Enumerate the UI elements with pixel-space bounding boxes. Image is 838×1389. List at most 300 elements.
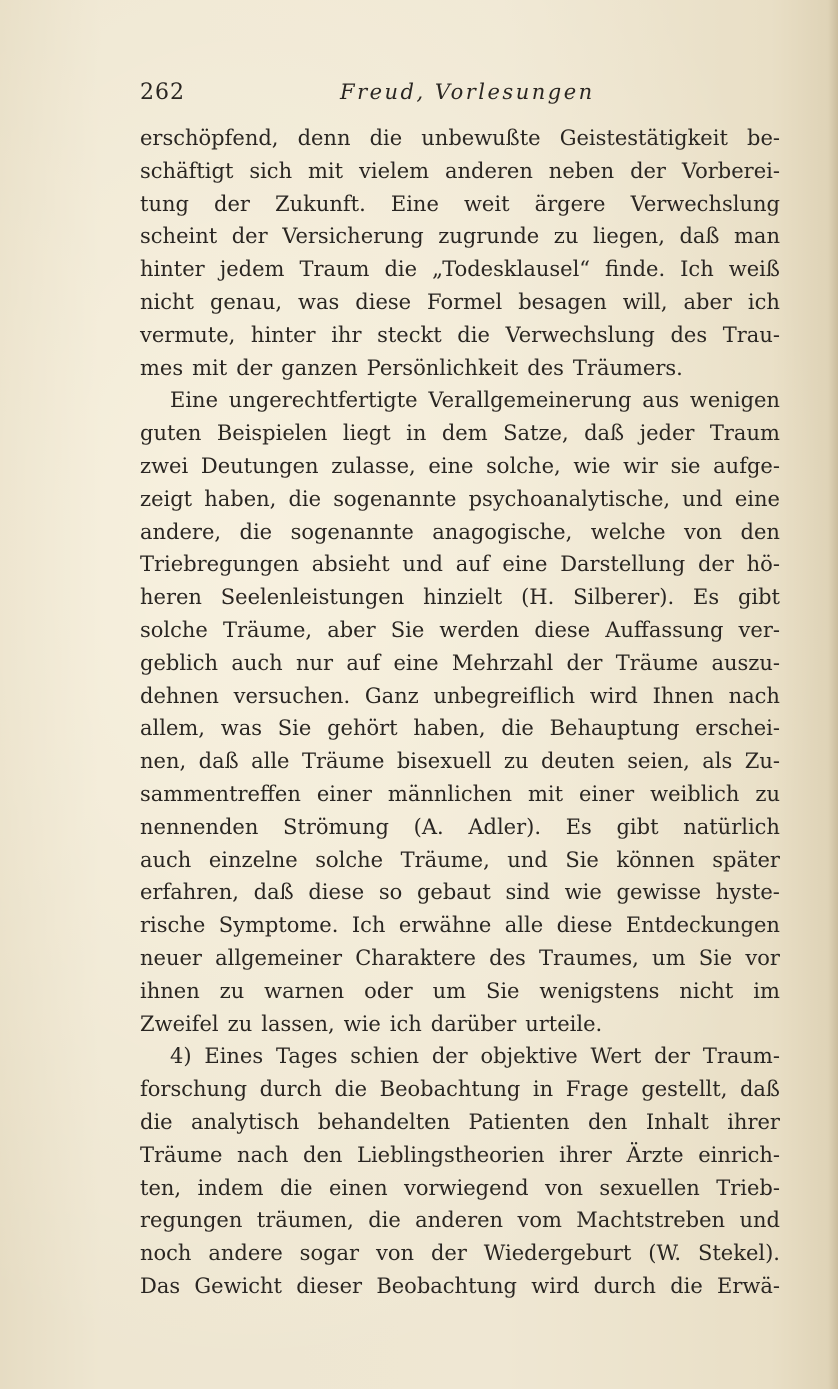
word: Vorberei- — [681, 158, 780, 183]
word: Träume, — [400, 847, 490, 872]
page-number: 262 — [140, 80, 185, 105]
word: mit — [192, 355, 228, 380]
word: des — [670, 322, 708, 347]
word: natürlich — [683, 814, 780, 839]
word: wie — [343, 1011, 381, 1036]
word: und — [682, 486, 723, 511]
word: darüber — [430, 1011, 517, 1036]
word: was — [220, 716, 263, 741]
word: 4) — [170, 1044, 192, 1069]
word: Träume, — [222, 617, 313, 642]
word: steckt — [377, 322, 442, 347]
word: Beispielen — [216, 421, 328, 446]
word: einen — [328, 1175, 388, 1200]
word: nen, — [140, 749, 187, 774]
word: diese — [355, 289, 412, 314]
word: erschei- — [695, 716, 780, 741]
word: sogenannte — [290, 519, 414, 544]
word: Eines — [204, 1044, 264, 1069]
text-line — [140, 844, 780, 877]
word: männlichen — [387, 781, 513, 806]
word: nicht — [679, 978, 734, 1003]
word: haben, — [413, 716, 486, 741]
word: einrich- — [698, 1142, 780, 1167]
word: erschöpfend, — [140, 126, 279, 150]
word: und — [739, 1208, 780, 1233]
word: einer — [316, 781, 372, 806]
page-header — [140, 80, 780, 114]
word: unbewußte — [421, 126, 541, 150]
word: Zukunft. — [275, 191, 366, 216]
word: unbegreiflich — [433, 683, 575, 708]
word: Deutungen — [200, 453, 319, 478]
word: schäftigt — [140, 158, 234, 183]
word: Machtstreben — [576, 1208, 726, 1233]
word: von — [376, 1241, 415, 1266]
word: der — [236, 355, 273, 380]
word: solche — [140, 617, 208, 642]
word: Ich — [680, 257, 714, 282]
text-line — [140, 942, 780, 975]
text-line — [140, 220, 780, 253]
text-line — [140, 1237, 780, 1270]
word: gibt — [616, 814, 659, 839]
word: andere, — [140, 519, 222, 544]
word: wir — [623, 453, 658, 478]
word: ganzen — [281, 355, 358, 380]
word: zu — [755, 781, 780, 806]
text-line — [140, 876, 780, 909]
word: Sie — [277, 716, 312, 741]
word: mes — [140, 355, 184, 380]
word: auch — [140, 847, 192, 872]
word: tung — [140, 191, 189, 216]
word: Versicherung — [282, 224, 424, 249]
word: Strömung — [283, 814, 389, 839]
word: Traum — [709, 421, 780, 446]
word: Sie — [698, 945, 733, 970]
word: wie — [573, 453, 611, 478]
word: Traum- — [702, 1044, 780, 1069]
word: Seelenleistungen — [220, 585, 405, 610]
word: und — [507, 847, 548, 872]
word: nach — [728, 683, 780, 708]
text-line — [140, 352, 780, 385]
word: sammentreffen — [140, 781, 301, 806]
word: Adler). — [468, 814, 542, 839]
word: sexuellen — [599, 1175, 700, 1200]
word: Triebregungen — [140, 552, 299, 577]
word: nur — [295, 650, 334, 675]
word: mit — [308, 158, 344, 183]
word: einer — [579, 781, 635, 806]
word: nach — [237, 1142, 289, 1167]
word: als — [702, 749, 733, 774]
word: welche — [590, 519, 666, 544]
text-line — [140, 811, 780, 844]
word: hinter — [140, 257, 205, 282]
text-line — [140, 188, 780, 221]
word: zugrunde — [438, 224, 540, 249]
word: den — [740, 519, 780, 544]
word: diese — [308, 880, 365, 905]
word: können — [616, 847, 695, 872]
word: vom — [517, 1208, 562, 1233]
word: der — [431, 1044, 468, 1069]
word: heren — [140, 585, 202, 610]
word: Träume — [615, 650, 699, 675]
word: zu — [553, 224, 579, 249]
word: sie — [670, 453, 701, 478]
word: Ihnen — [652, 683, 714, 708]
word: Mehrzahl — [451, 650, 554, 675]
word: zu — [503, 749, 529, 774]
text-line — [140, 516, 780, 549]
word: Darstellung — [560, 552, 686, 577]
word: auch — [231, 650, 283, 675]
word: Wert — [590, 1044, 642, 1069]
word: noch — [140, 1241, 192, 1266]
word: bisexuell — [396, 749, 492, 774]
text-line — [140, 1073, 780, 1106]
word: solche, — [486, 453, 561, 478]
word: Stekel). — [697, 1241, 780, 1266]
word: die — [288, 486, 322, 511]
word: der — [231, 224, 268, 249]
word: gebaut — [416, 880, 491, 905]
text-line — [140, 745, 780, 778]
text-line — [140, 253, 780, 286]
word: die — [670, 1273, 703, 1298]
word: Satze, — [503, 421, 569, 446]
word: Es — [565, 814, 592, 839]
body-text — [140, 122, 780, 1303]
text-line — [140, 450, 780, 483]
word: Träume — [140, 1142, 223, 1167]
word: urteile. — [525, 1011, 603, 1036]
word: zulasse, — [331, 453, 416, 478]
word: oder — [364, 978, 413, 1003]
word: die — [368, 1208, 401, 1233]
text-line — [140, 1204, 780, 1237]
word: ten, — [140, 1175, 182, 1200]
word: „Todesklausel“ — [432, 257, 591, 282]
text-line — [140, 483, 780, 516]
word: die — [369, 126, 403, 150]
word: von — [684, 519, 723, 544]
word: Es — [693, 585, 720, 610]
word: ihr — [331, 322, 362, 347]
word: Trau- — [722, 322, 780, 347]
word: in — [532, 1077, 554, 1102]
word: alle — [504, 913, 544, 938]
text-line — [140, 548, 780, 581]
word: Träumers. — [572, 355, 683, 380]
word: Sie — [390, 617, 425, 642]
text-line — [140, 680, 780, 713]
word: weiblich — [650, 781, 740, 806]
word: Eine — [390, 191, 439, 216]
word: nicht — [140, 289, 194, 314]
word: den — [303, 1142, 343, 1167]
word: andere — [208, 1241, 283, 1266]
word: absieht — [311, 552, 390, 577]
word: be- — [747, 126, 780, 150]
word: auf — [455, 552, 490, 577]
text-line — [140, 1270, 780, 1303]
text-line — [140, 778, 780, 811]
word: Behauptung — [549, 716, 680, 741]
word: Verwechslung — [630, 191, 780, 216]
word: ungerechtfertigte — [228, 388, 418, 413]
word: Zu- — [744, 749, 780, 774]
word: Charaktere — [355, 945, 476, 970]
word: jedem — [219, 257, 285, 282]
text-line — [140, 319, 780, 352]
word: diese — [556, 913, 613, 938]
word: im — [753, 978, 780, 1003]
word: sogenannte — [333, 486, 457, 511]
word: zeigt — [140, 486, 193, 511]
word: allgemeiner — [215, 945, 343, 970]
word: liegt — [342, 421, 391, 446]
text-line — [140, 1008, 780, 1041]
word: wird — [589, 683, 638, 708]
word: der — [430, 1241, 467, 1266]
word: durch — [259, 1077, 322, 1102]
word: Formel — [427, 289, 503, 314]
word: nennenden — [140, 814, 259, 839]
word: die — [334, 1077, 368, 1102]
word: scheint — [140, 224, 218, 249]
word: regungen — [140, 1208, 243, 1233]
word: auf — [346, 650, 381, 675]
word: daß — [739, 1077, 780, 1102]
word: will, — [622, 289, 668, 314]
word: zu — [227, 1011, 253, 1036]
word: vorwiegend — [404, 1175, 529, 1200]
word: in — [406, 421, 427, 446]
word: dieser — [296, 1273, 363, 1298]
word: sich — [249, 158, 293, 183]
word: indem — [197, 1175, 264, 1200]
text-line — [140, 1106, 780, 1139]
word: daß — [253, 880, 294, 905]
word: ich — [389, 1011, 422, 1036]
word: warnen — [264, 978, 345, 1003]
text-line — [140, 155, 780, 188]
word: neuer — [140, 945, 202, 970]
word: der — [654, 1044, 691, 1069]
word: Geistestätigkeit — [559, 126, 728, 150]
word: wird — [531, 1273, 580, 1298]
word: Sie — [485, 978, 520, 1003]
word: Verwechslung — [505, 322, 655, 347]
word: Ärzte — [626, 1142, 684, 1167]
word: aber — [683, 289, 732, 314]
word: durch — [593, 1273, 656, 1298]
word: analytisch — [190, 1109, 300, 1134]
word: Träume — [301, 749, 385, 774]
word: träumen, — [256, 1208, 354, 1233]
word: geblich — [140, 650, 219, 675]
word: den — [588, 1109, 628, 1134]
word: eine — [734, 486, 780, 511]
word: die — [384, 257, 418, 282]
word: haben, — [204, 486, 277, 511]
word: genau, — [209, 289, 283, 314]
text-line — [140, 909, 780, 942]
word: ihnen — [140, 978, 200, 1003]
word: erwähne — [398, 913, 492, 938]
word: wenigen — [689, 388, 780, 413]
word: Sie — [565, 847, 599, 872]
word: psychoanalytische, — [468, 486, 671, 511]
word: Eine — [170, 388, 218, 413]
word: ärgere — [534, 191, 606, 216]
word: Persönlichkeit — [366, 355, 519, 380]
word: werden — [439, 617, 520, 642]
word: finde. — [605, 257, 666, 282]
word: rische — [140, 913, 206, 938]
word: Erwä- — [717, 1273, 780, 1298]
text-line — [140, 1139, 780, 1172]
word: gehört — [327, 716, 398, 741]
word: so — [378, 880, 403, 905]
word: besagen — [518, 289, 607, 314]
word: vermute, — [140, 322, 236, 347]
word: die — [457, 322, 490, 347]
word: hyste- — [715, 880, 780, 905]
word: Beobachtung — [376, 1273, 517, 1298]
word: Entdeckungen — [625, 913, 780, 938]
word: anderen — [415, 1208, 504, 1233]
word: Patienten — [468, 1109, 570, 1134]
word: der — [214, 191, 250, 216]
word: hö- — [746, 552, 780, 577]
word: daß — [584, 421, 625, 446]
text-line — [140, 384, 780, 417]
word: diese — [534, 617, 591, 642]
word: dem — [441, 421, 488, 446]
word: Tages — [275, 1044, 338, 1069]
word: des — [489, 945, 526, 970]
word: mit — [528, 781, 564, 806]
word: seien, — [627, 749, 690, 774]
word: daß — [198, 749, 239, 774]
word: die — [239, 519, 273, 544]
word: Ich — [351, 913, 386, 938]
word: aus — [642, 388, 680, 413]
word: sind — [505, 880, 550, 905]
word: Lieblingstheorien — [357, 1142, 545, 1167]
word: sogar — [299, 1241, 360, 1266]
word: ich — [747, 289, 780, 314]
word: daß — [679, 224, 720, 249]
word: anagogische, — [432, 519, 573, 544]
word: behandelten — [317, 1109, 451, 1134]
word: neben — [548, 158, 615, 183]
word: erfahren, — [140, 880, 239, 905]
word: aber — [327, 617, 376, 642]
word: jeder — [639, 421, 695, 446]
word: um — [652, 945, 686, 970]
word: um — [432, 978, 467, 1003]
word: gibt — [737, 585, 780, 610]
word: Verallgemeinerung — [428, 388, 632, 413]
word: vor — [745, 945, 780, 970]
word: weit — [463, 191, 510, 216]
word: solche — [315, 847, 384, 872]
word: liegen, — [592, 224, 665, 249]
word: Traumes, — [538, 945, 639, 970]
word: wenigstens — [539, 978, 660, 1003]
word: und — [402, 552, 443, 577]
text-line — [140, 286, 780, 319]
word: was — [298, 289, 340, 314]
word: allem, — [140, 716, 205, 741]
word: deuten — [540, 749, 615, 774]
word: schien — [350, 1044, 420, 1069]
word: später — [712, 847, 780, 872]
word: dehnen — [140, 683, 219, 708]
text-line — [140, 581, 780, 614]
word: Zweifel — [140, 1011, 219, 1036]
word: eine — [428, 453, 474, 478]
word: die — [279, 1175, 313, 1200]
word: Inhalt — [645, 1109, 709, 1134]
word: die — [140, 1109, 173, 1134]
word: Wiedergeburt — [483, 1241, 632, 1266]
text-line — [140, 417, 780, 450]
text-line — [140, 614, 780, 647]
word: vielem — [358, 158, 430, 183]
word: aufge- — [713, 453, 780, 478]
text-line — [140, 122, 780, 155]
word: der — [697, 552, 734, 577]
word: Frage — [565, 1077, 629, 1102]
word: Traum — [299, 257, 370, 282]
running-title: Freud, Vorlesungen — [340, 80, 595, 104]
word: einzelne — [208, 847, 298, 872]
word: versuchen. — [233, 683, 351, 708]
word: Das — [140, 1273, 181, 1298]
word: zu — [219, 978, 245, 1003]
word: zwei — [140, 453, 189, 478]
word: (W. — [648, 1241, 682, 1266]
word: eine — [502, 552, 548, 577]
word: gewisse — [616, 880, 702, 905]
word: auszu- — [711, 650, 780, 675]
word: Silberer). — [573, 585, 675, 610]
word: man — [734, 224, 780, 249]
word: Symptome. — [218, 913, 339, 938]
word: guten — [140, 421, 202, 446]
word: Trieb- — [716, 1175, 780, 1200]
word: anderen — [444, 158, 533, 183]
word: lassen, — [261, 1011, 335, 1036]
word: Auffassung — [605, 617, 724, 642]
word: objektive — [480, 1044, 578, 1069]
word: von — [544, 1175, 583, 1200]
word: gestellt, — [641, 1077, 728, 1102]
word: weiß — [728, 257, 780, 282]
word: der — [566, 650, 603, 675]
word: Ganz — [364, 683, 419, 708]
word: denn — [297, 126, 351, 150]
word: eine — [393, 650, 439, 675]
word: hinzielt — [423, 585, 503, 610]
